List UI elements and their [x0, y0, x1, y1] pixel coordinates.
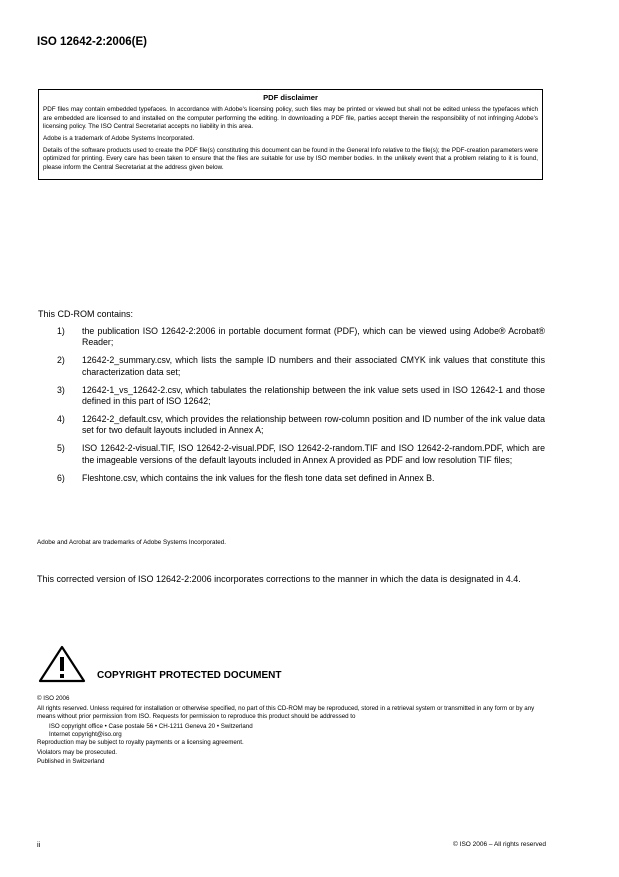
list-item-text: ISO 12642-2-visual.TIF, ISO 12642-2-visual.PDF, ISO 12642-2-random.TIF and ISO 12642-2-random.PDF, which are the imageable versions of the default layouts included in Annex A provided as PDF and low resolution TIF files; [82, 443, 545, 465]
disclaimer-paragraph: Details of the software products used to create the PDF file(s) constituting this document can be found in the General Info relative to the file(s); the PDF-creation parameters were optimized for printing. Every care has been taken to ensure that the files are suitable for use by ISO member bodies. In the unlikely event that a problem relating to it is found, please inform the Central Secretariat at the address given below. [43, 147, 538, 171]
contents-list [57, 326, 545, 490]
list-item-number: 1) [57, 326, 65, 336]
document-code: ISO 12642-2:2006(E) [37, 36, 147, 48]
page-number: ii [37, 840, 41, 849]
list-item-text: the publication ISO 12642-2:2006 in portable document format (PDF), which can be viewed using Adobe® Acrobat® Reader; [82, 326, 545, 348]
copyright-year: © ISO 2006 [37, 695, 70, 702]
list-item-text: 12642-2_default.csv, which provides the relationship between row-column position and ID number of the ink value data set for two default layouts included in Annex A; [82, 413, 545, 436]
disclaimer-title: PDF disclaimer [263, 93, 318, 102]
contents-intro: This CD-ROM contains: [38, 309, 134, 319]
copyright-violators: Violators may be prosecuted. [37, 748, 118, 756]
list-item-text: Fleshtone.csv, which contains the ink values for the flesh tone data set defined in Annex B. [82, 472, 435, 483]
copyright-rights: All rights reserved. Unless required for installation or otherwise specified, no part of this CD-ROM may be reproduced, stored in a retrieval system or transmitted in any form or by any means without prior permission from ISO. Requests for permission to reproduce this product should be addressed to [37, 704, 535, 720]
list-item [57, 443, 545, 466]
copyright-address: ISO copyright office • Case postale 56 • CH-1211 Geneva 20 • Switzerland [49, 722, 253, 730]
list-item [57, 326, 545, 349]
copyright-block [37, 695, 545, 768]
warning-triangle-icon [37, 645, 87, 683]
list-item [57, 385, 545, 408]
list-item-number: 6) [57, 472, 65, 483]
copyright-published: Published in Switzerland [37, 758, 105, 766]
list-item-number: 2) [57, 355, 65, 366]
list-item [57, 414, 545, 437]
pdf-disclaimer-box [38, 89, 543, 180]
list-item [57, 473, 545, 484]
list-item-text: 12642-1_vs_12642-2.csv, which tabulates the relationship between the ink value sets used in ISO 12642-1 and those defined in this part of ISO 12642; [82, 384, 545, 407]
correction-note: This corrected version of ISO 12642-2:2006 incorporates corrections to the manner in which the data is designated in 4.4. [37, 574, 521, 584]
list-item-number: 5) [57, 443, 65, 454]
list-item-number: 4) [57, 413, 65, 424]
copyright-royalty: Reproduction may be subject to royalty payments or a licensing agreement. [37, 739, 244, 747]
copyright-internet: Internet copyright@iso.org [49, 730, 122, 738]
disclaimer-paragraph: PDF files may contain embedded typefaces. In accordance with Adobe's licensing policy, such files may be printed or viewed but shall not be edited unless the typefaces which are embedded are licensed to and installed on the computer performing the editing. In downloading a PDF file, parties accept therein the responsibility of not infringing Adobe's licensing policy. The ISO Central Secretariat accepts no liability in this area. [43, 106, 538, 131]
footer-rights: © ISO 2006 – All rights reserved [453, 841, 546, 848]
copyright-heading: COPYRIGHT PROTECTED DOCUMENT [97, 670, 282, 681]
list-item-number: 3) [57, 384, 65, 395]
list-item-text: 12642-2_summary.csv, which lists the sample ID numbers and their associated CMYK ink values that constitute this characterization data set; [82, 355, 545, 377]
list-item [57, 355, 545, 378]
trademark-note: Adobe and Acrobat are trademarks of Adobe Systems Incorporated. [37, 539, 227, 546]
disclaimer-paragraph: Adobe is a trademark of Adobe Systems Incorporated. [43, 135, 195, 143]
